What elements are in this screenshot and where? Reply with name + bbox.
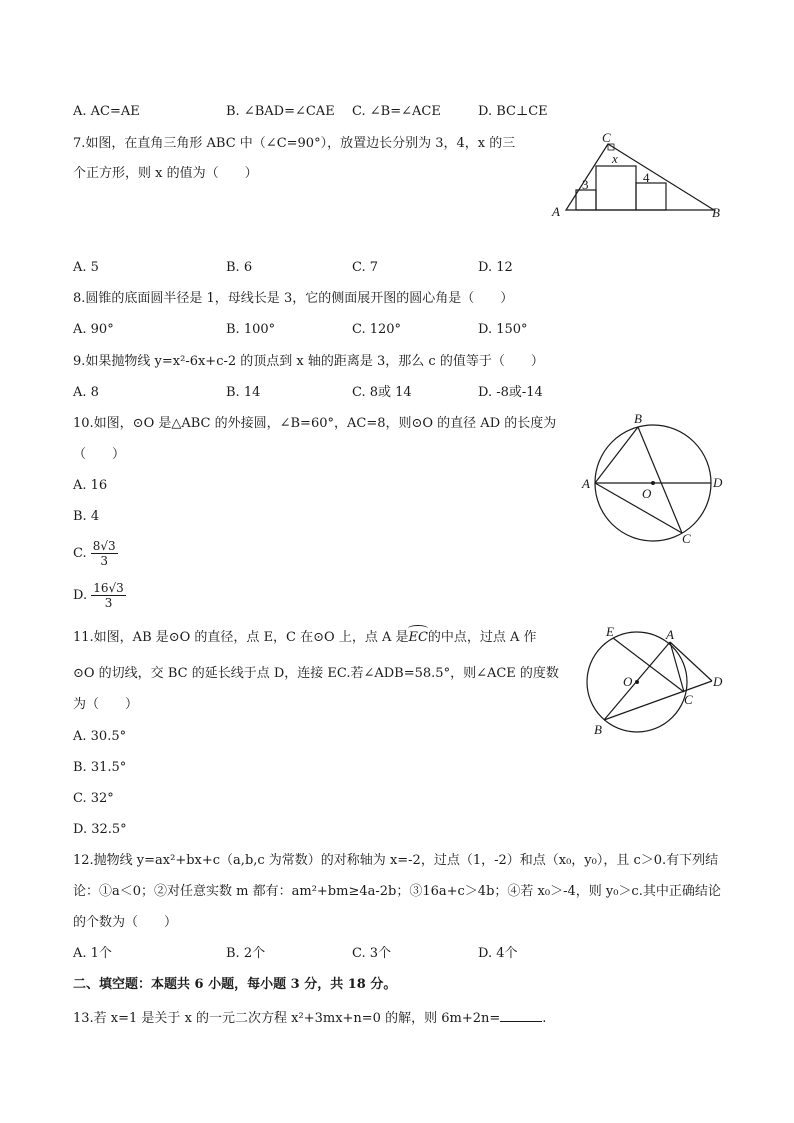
q10-option-a: A. 16 xyxy=(73,478,108,493)
q11-option-b: B. 31.5° xyxy=(73,760,127,775)
q8-option-a: A. 90° xyxy=(73,322,114,337)
q10-side-ac xyxy=(595,483,682,533)
q12-option-b: B. 2个 xyxy=(226,946,266,961)
q11-center-dot xyxy=(635,680,639,684)
q7-option-d: D. 12 xyxy=(478,260,513,275)
q10-option-b: B. 4 xyxy=(73,509,100,524)
q10-label-o: O xyxy=(642,486,652,501)
q11-stem-line1-part1: 11.如图，AB 是⊙O 的直径，点 E，C 在⊙O 上，点 A 是 xyxy=(73,630,409,645)
q12-option-a: A. 1个 xyxy=(73,946,112,961)
q7-label-c: C xyxy=(602,130,611,145)
q13-stem xyxy=(73,1007,546,1029)
q10-label-c: C xyxy=(682,531,691,546)
q9-stem: 9.如果抛物线 y=x²-6x+c-2 的顶点到 x 轴的距离是 3，那么 c 的值等于（ ） xyxy=(73,354,544,369)
q8-option-b: B. 100° xyxy=(226,322,276,337)
q10-side-ab xyxy=(595,427,638,483)
q8-option-c: C. 120° xyxy=(352,322,402,337)
q10-option-c-denominator: 3 xyxy=(100,554,109,568)
q12-stem-line1: 12.抛物线 y=ax²+bx+c（a,b,c 为常数）的对称轴为 x=-2，过点（1，-2）和点（x₀，y₀），且 c＞0.有下列结 xyxy=(73,853,719,868)
q9-option-a: A. 8 xyxy=(73,385,99,400)
q11-label-o: O xyxy=(623,674,633,689)
q7-square-4 xyxy=(636,183,666,210)
q9-option-d: D. -8或-14 xyxy=(478,385,543,400)
q12-stem-line2: 论：①a＜0；②对任意实数 m 都有：am²+bm≥4a-2b；③16a+c＞4b；④若 x₀＞-4，则 y₀＞c.其中正确结论 xyxy=(73,884,721,899)
q11-label-d: D xyxy=(713,674,723,689)
q10-option-c-label: C. xyxy=(73,546,87,561)
q7-figure xyxy=(548,130,728,222)
q10-stem-line2: （ ） xyxy=(73,447,126,462)
q7-label-3: 3 xyxy=(582,177,589,192)
q11-arc-ec: EC xyxy=(408,628,427,648)
q10-option-d-fraction xyxy=(91,581,126,610)
q13-answer-blank xyxy=(500,1007,542,1022)
q7-stem-line2: 个正方形，则 x 的值为（ ） xyxy=(73,166,258,181)
q12-stem-line3: 的个数为（ ） xyxy=(73,915,178,930)
q6-option-d: D. BC⊥CE xyxy=(478,104,548,119)
q7-label-x: x xyxy=(612,151,618,166)
q11-stem-line1-part2: 的中点，过点 A 作 xyxy=(427,630,537,645)
q10-option-c xyxy=(73,539,118,568)
q10-label-b: B xyxy=(634,411,642,426)
q10-label-a: A xyxy=(582,476,590,491)
q10-option-d-numerator: 16√3 xyxy=(93,581,124,595)
q10-option-d-denominator: 3 xyxy=(104,596,113,610)
q9-option-b: B. 14 xyxy=(226,385,261,400)
q12-option-c: C. 3个 xyxy=(352,946,392,961)
q11-stem-line1 xyxy=(73,628,537,648)
q10-side-bc xyxy=(638,427,682,533)
q8-stem: 8.圆锥的底面圆半径是 1，母线长是 3，它的侧面展开图的圆心角是（ ） xyxy=(73,291,514,306)
q11-option-a: A. 30.5° xyxy=(73,729,127,744)
q10-center-dot xyxy=(651,481,655,485)
q7-square-x xyxy=(596,166,636,210)
q7-option-c: C. 7 xyxy=(352,260,379,275)
q11-stem-line3: 为（ ） xyxy=(73,697,139,712)
q13-text: 13.若 x=1 是关于 x 的一元二次方程 x²+3mx+n=0 的解，则 6m+2n= xyxy=(73,1011,501,1026)
q10-option-d xyxy=(73,581,126,610)
q10-option-c-numerator: 8√3 xyxy=(92,539,116,553)
q10-stem-line1: 10.如图，⊙O 是△ABC 的外接圆，∠B=60°，AC=8，则⊙O 的直径 AD 的长度为 xyxy=(73,416,557,431)
q8-option-d: D. 150° xyxy=(478,322,528,337)
q11-tangent-ad xyxy=(670,642,712,681)
q11-label-e: E xyxy=(606,624,614,639)
q7-label-a: A xyxy=(552,204,560,219)
q6-option-a: A. AC=AE xyxy=(73,104,140,119)
q10-option-d-label: D. xyxy=(73,588,88,603)
q10-label-d: D xyxy=(713,475,723,490)
q11-label-b: B xyxy=(594,722,602,737)
q11-label-c: C xyxy=(684,692,693,707)
q11-stem-line2: ⊙O 的切线，交 BC 的延长线于点 D，连接 EC.若∠ADB=58.5°，则∠ACE 的度数 xyxy=(73,666,559,681)
q7-label-b: B xyxy=(712,205,720,220)
q9-option-c: C. 8或 14 xyxy=(352,385,412,400)
q11-chord-ac xyxy=(670,642,684,692)
q7-option-a: A. 5 xyxy=(73,260,99,275)
q12-option-d: D. 4个 xyxy=(478,946,518,961)
section-fill-in-heading: 二、填空题：本题共 6 小题，每小题 3 分，共 18 分。 xyxy=(73,977,397,992)
q7-stem-line1: 7.如图，在直角三角形 ABC 中（∠C=90°），放置边长分别为 3，4，x 的三 xyxy=(73,136,516,151)
q7-label-4: 4 xyxy=(643,170,650,185)
q7-square-3 xyxy=(576,190,596,210)
q7-option-b: B. 6 xyxy=(226,260,253,275)
q13-end: . xyxy=(542,1011,547,1026)
q11-option-d: D. 32.5° xyxy=(73,822,127,837)
q6-option-b: B. ∠BAD=∠CAE xyxy=(226,104,335,119)
q11-figure xyxy=(580,622,730,746)
q11-label-a: A xyxy=(666,627,674,642)
q10-option-c-fraction xyxy=(91,539,118,568)
q6-option-c: C. ∠B=∠ACE xyxy=(352,104,441,119)
q10-figure xyxy=(576,410,736,550)
q11-option-c: C. 32° xyxy=(73,791,114,806)
